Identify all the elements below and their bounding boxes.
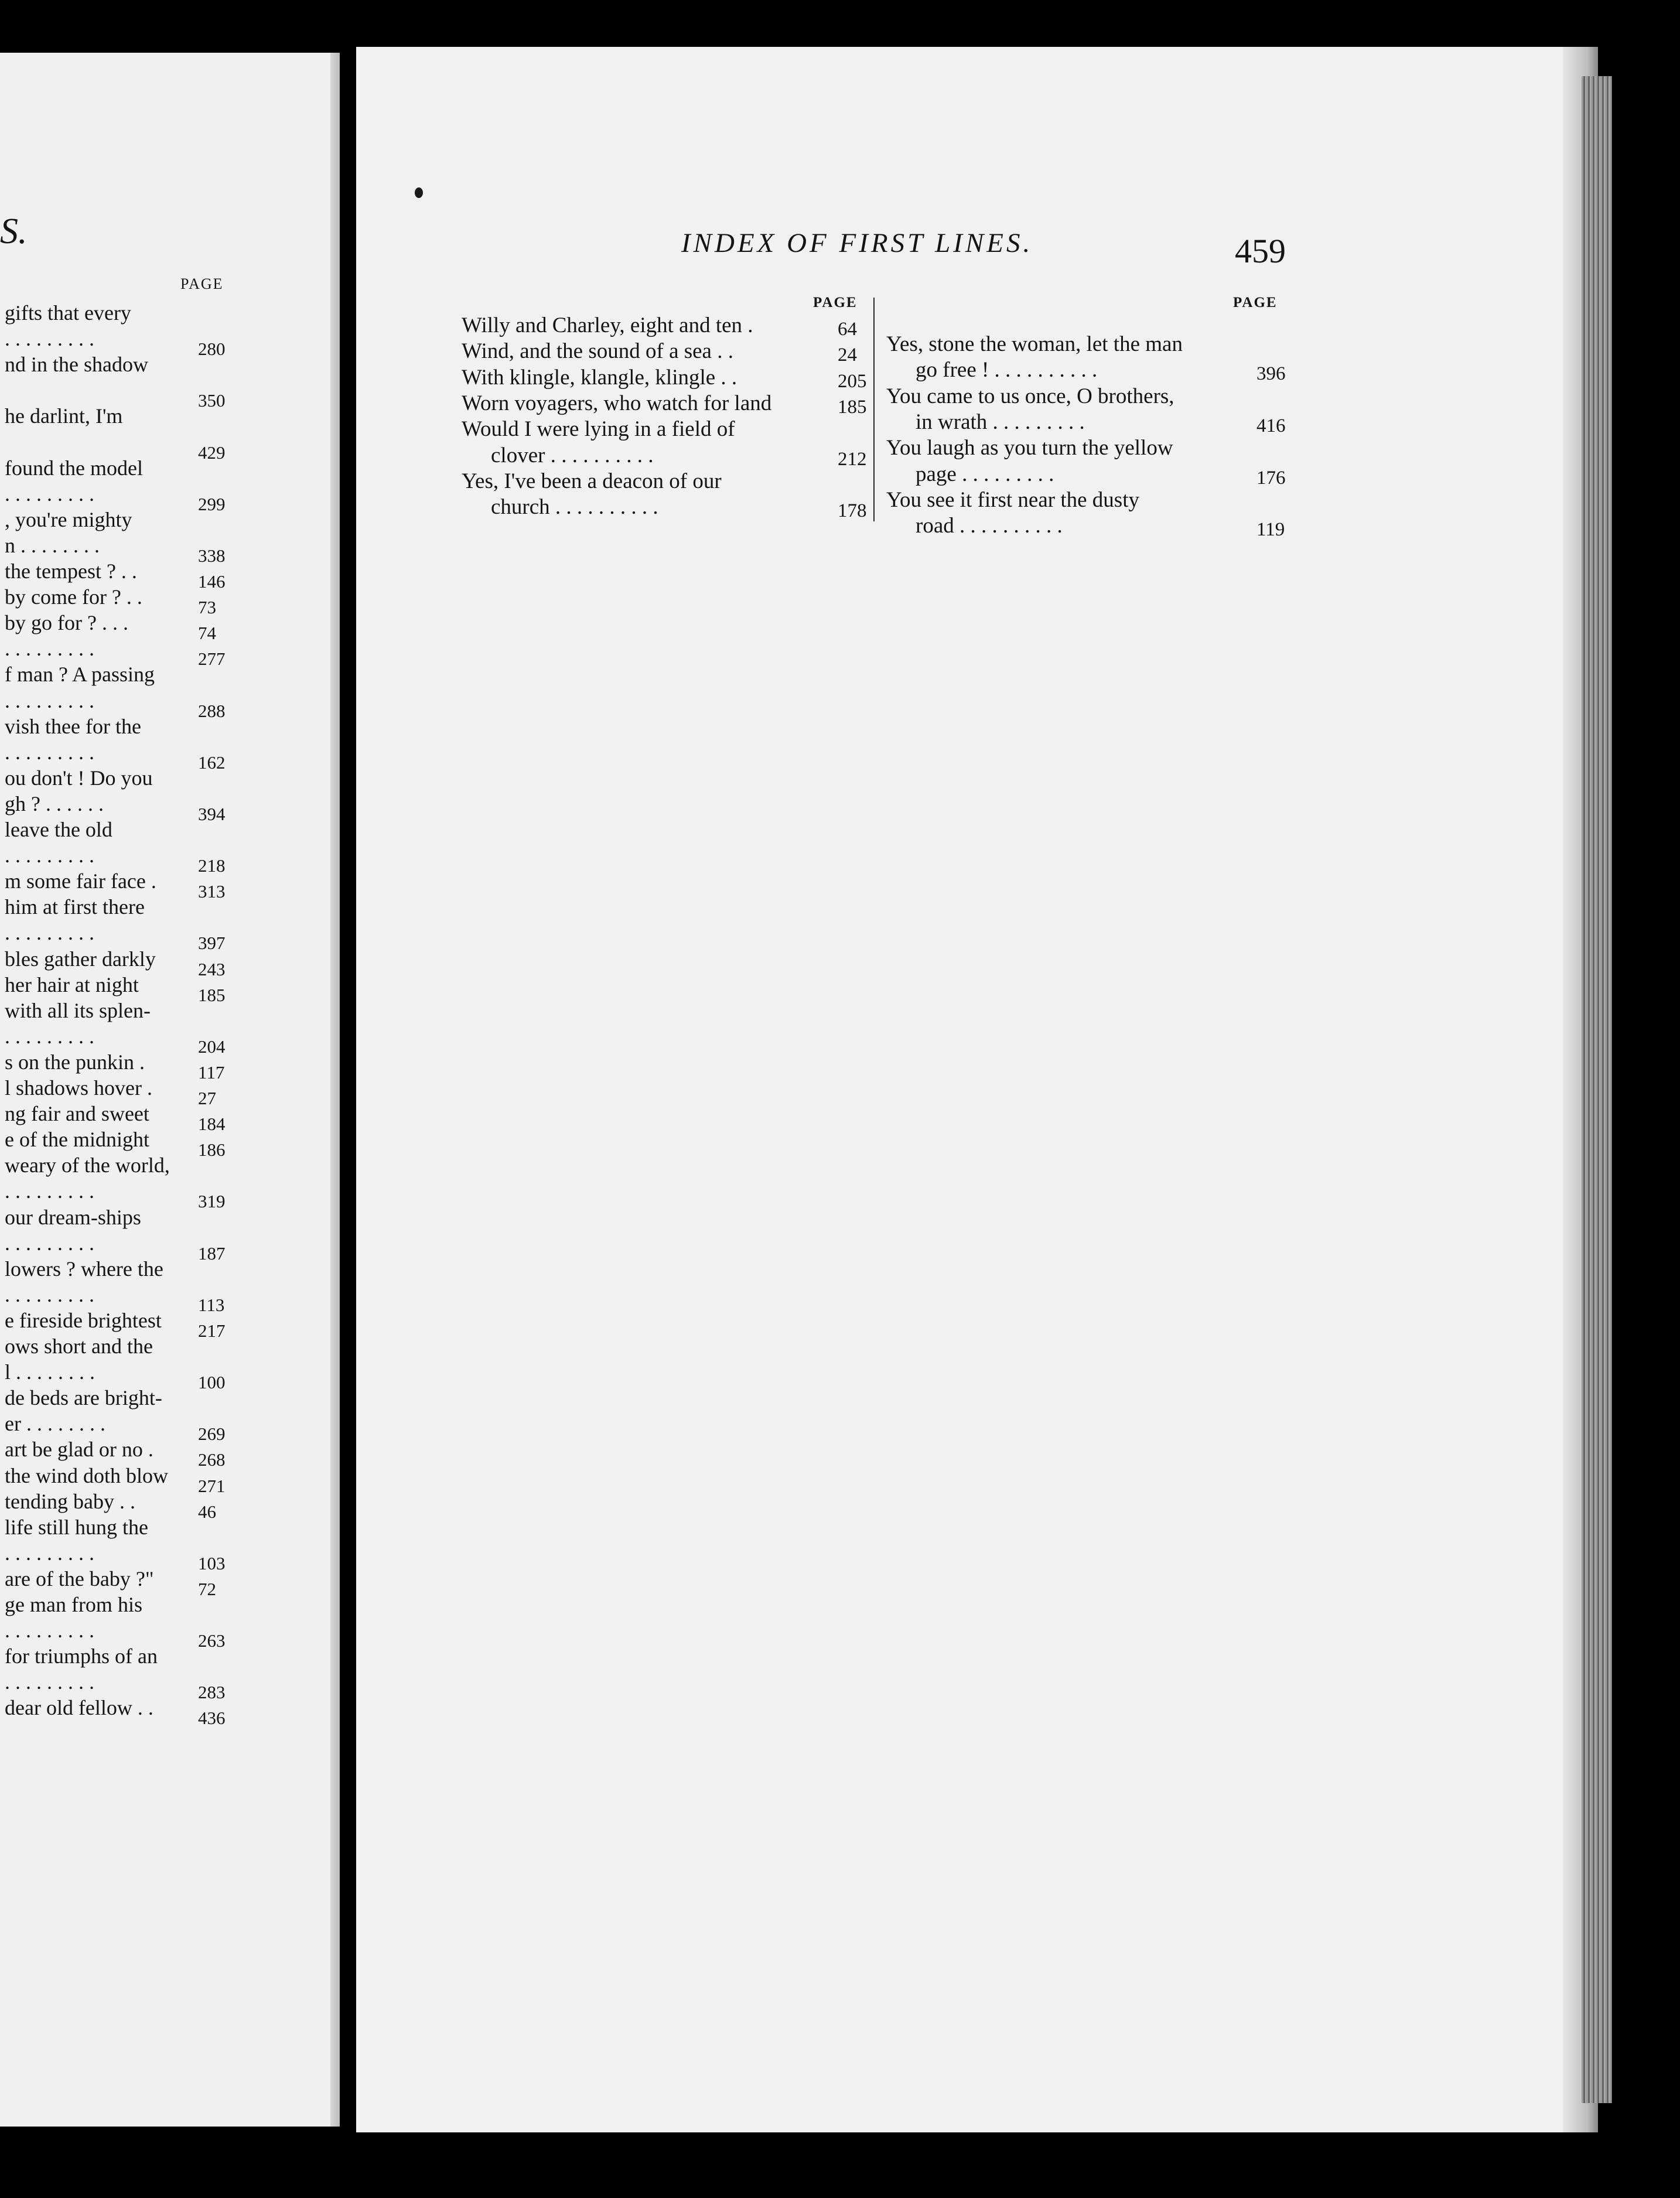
left-index-page-number: 277 xyxy=(198,649,226,670)
left-index-line-fragment: by go for ? . . . xyxy=(5,611,128,635)
left-index-page-number: 299 xyxy=(198,493,226,514)
left-index-line-fragment: ge man from his xyxy=(5,1593,142,1616)
left-index-line-fragment: gifts that every xyxy=(5,301,131,325)
left-index-line-fragment: found the model xyxy=(5,456,143,480)
left-index-line-fragment: er . . . . . . . . xyxy=(5,1412,105,1436)
left-index-line-fragment: . . . . . . . . . xyxy=(5,740,94,764)
ink-fleck xyxy=(415,187,423,198)
left-index-line-fragment: ou don't ! Do you xyxy=(5,766,153,790)
left-index-page-number: 429 xyxy=(198,442,226,463)
left-index-page-number: 436 xyxy=(198,1708,226,1729)
left-index-page-number: 263 xyxy=(198,1630,226,1651)
index-entry-line: church . . . . . . . . . . xyxy=(491,495,658,520)
left-page-column-header: PAGE xyxy=(180,275,224,292)
left-index-line-fragment: for triumphs of an xyxy=(5,1644,158,1668)
left-index-page-number: 269 xyxy=(198,1424,226,1445)
index-entry-page-number: 205 xyxy=(838,370,867,392)
left-index-line-fragment: art be glad or no . xyxy=(5,1438,153,1462)
left-index-line-fragment: dear old fellow . . xyxy=(5,1696,153,1720)
left-index-page-number: 217 xyxy=(198,1320,226,1341)
left-index-line-fragment: . . . . . . . . . xyxy=(5,1231,94,1255)
left-index-page-number: 184 xyxy=(198,1114,226,1135)
index-entry-line: Worn voyagers, who watch for land xyxy=(462,391,772,415)
book-fore-edge xyxy=(1582,76,1612,2103)
index-entry-line: Wind, and the sound of a sea . . xyxy=(462,339,733,364)
left-index-line-fragment: bles gather darkly xyxy=(5,947,156,971)
left-index-line-fragment: the wind doth blow xyxy=(5,1463,168,1487)
left-index-line-fragment: weary of the world, xyxy=(5,1153,170,1178)
left-index-line-fragment: . . . . . . . . . xyxy=(5,1541,94,1565)
left-index-line-fragment: life still hung the xyxy=(5,1515,148,1539)
left-index-line-fragment: l . . . . . . . . xyxy=(5,1360,95,1384)
index-entry-line: road . . . . . . . . . . xyxy=(916,514,1063,538)
left-index-page-number: 204 xyxy=(198,1036,226,1057)
index-entry-page-number: 119 xyxy=(1256,519,1285,541)
index-entry-line: page . . . . . . . . . xyxy=(916,462,1054,486)
left-index-page-number: 113 xyxy=(198,1294,225,1315)
running-title: INDEX OF FIRST LINES. xyxy=(681,228,1033,258)
left-index-page-number: 268 xyxy=(198,1449,226,1470)
left-index-page-number: 103 xyxy=(198,1552,226,1574)
left-page-heading-fragment: S. xyxy=(0,211,28,251)
left-index-line-fragment: m some fair face . xyxy=(5,869,156,893)
index-entry-line: Yes, stone the woman, let the man xyxy=(886,332,1183,356)
left-index-line-fragment: lowers ? where the xyxy=(5,1257,163,1281)
left-index-line-fragment: with all its splen- xyxy=(5,998,151,1022)
left-index-page-number: 73 xyxy=(198,597,216,618)
left-index-page-number: 117 xyxy=(198,1062,225,1083)
left-page xyxy=(0,53,340,2127)
left-index-line-fragment: ows short and the xyxy=(5,1334,153,1358)
left-index-page-number: 186 xyxy=(198,1139,226,1161)
left-index-line-fragment: nd in the shadow xyxy=(5,353,148,377)
left-index-line-fragment: ng fair and sweet xyxy=(5,1102,149,1126)
left-index-page-number: 74 xyxy=(198,623,216,644)
left-index-line-fragment: , you're mighty xyxy=(5,507,132,531)
left-index-line-fragment: our dream-ships xyxy=(5,1205,141,1229)
index-entry-page-number: 24 xyxy=(838,344,857,366)
index-entry-line: Willy and Charley, eight and ten . xyxy=(462,313,753,337)
index-entry-line: You laugh as you turn the yellow xyxy=(886,436,1173,460)
left-index-page-number: 397 xyxy=(198,933,226,954)
left-index-page-number: 72 xyxy=(198,1578,216,1599)
left-index-page-number: 243 xyxy=(198,958,226,979)
left-index-page-number: 218 xyxy=(198,855,226,876)
left-index-line-fragment: are of the baby ?" xyxy=(5,1566,154,1591)
index-entry-page-number: 416 xyxy=(1256,415,1286,436)
left-index-line-fragment: . . . . . . . . . xyxy=(5,1179,94,1203)
left-index-line-fragment: e fireside brightest xyxy=(5,1308,162,1332)
left-index-line-fragment: s on the punkin . xyxy=(5,1050,145,1074)
left-index-line-fragment: . . . . . . . . . xyxy=(5,1024,94,1048)
index-entry-line: Yes, I've been a deacon of our xyxy=(462,469,722,493)
index-entry-page-number: 178 xyxy=(838,500,867,522)
index-entry-page-number: 212 xyxy=(838,448,867,470)
index-entry-page-number: 185 xyxy=(838,396,867,418)
left-index-line-fragment: . . . . . . . . . xyxy=(5,921,94,945)
index-entry-line: You see it first near the dusty xyxy=(886,487,1139,512)
left-index-page-number: 100 xyxy=(198,1372,226,1393)
column-1-header: PAGE xyxy=(813,295,858,310)
left-index-line-fragment: f man ? A passing xyxy=(5,663,155,687)
left-index-page-number: 338 xyxy=(198,545,226,566)
left-index-line-fragment: . . . . . . . . . xyxy=(5,1282,94,1306)
left-index-line-fragment: tending baby . . xyxy=(5,1489,135,1513)
left-index-page-number: 46 xyxy=(198,1501,216,1522)
left-index-page-number: 271 xyxy=(198,1475,226,1496)
left-index-line-fragment: leave the old xyxy=(5,818,112,841)
left-index-page-number: 162 xyxy=(198,752,226,773)
left-index-page-number: 283 xyxy=(198,1682,226,1703)
left-index-line-fragment: by come for ? . . xyxy=(5,585,142,609)
right-page xyxy=(356,47,1598,2132)
index-entry-line: go free ! . . . . . . . . . . xyxy=(916,358,1098,383)
left-index-page-number: 280 xyxy=(198,339,226,360)
left-index-line-fragment: n . . . . . . . . xyxy=(5,533,100,557)
left-index-line-fragment: . . . . . . . . . xyxy=(5,1670,94,1694)
index-entry-page-number: 64 xyxy=(838,319,857,340)
index-entry-line: in wrath . . . . . . . . . xyxy=(916,409,1085,434)
left-index-line-fragment: gh ? . . . . . . xyxy=(5,791,104,815)
index-entry-line: clover . . . . . . . . . . xyxy=(491,443,654,467)
left-index-line-fragment: . . . . . . . . . xyxy=(5,1619,94,1643)
index-entry-page-number: 176 xyxy=(1256,467,1286,489)
left-index-page-number: 187 xyxy=(198,1243,226,1264)
left-index-line-fragment: vish thee for the xyxy=(5,714,141,738)
page-number: 459 xyxy=(1235,232,1286,270)
column-divider xyxy=(873,298,875,521)
left-index-page-number: 27 xyxy=(198,1088,216,1108)
left-index-page-number: 394 xyxy=(198,803,226,824)
left-index-line-fragment: her hair at night xyxy=(5,972,139,996)
column-2-header: PAGE xyxy=(1233,295,1278,310)
left-index-line-fragment: l shadows hover . xyxy=(5,1076,152,1100)
index-entry-line: You came to us once, O brothers, xyxy=(886,384,1174,408)
left-index-page-number: 288 xyxy=(198,700,226,721)
index-entry-line: With klingle, klangle, klingle . . xyxy=(462,365,737,390)
left-index-line-fragment: the tempest ? . . xyxy=(5,559,137,583)
left-index-page-number: 313 xyxy=(198,881,226,902)
left-index-line-fragment: . . . . . . . . . xyxy=(5,844,94,868)
left-index-line-fragment: e of the midnight xyxy=(5,1128,149,1152)
left-index-line-fragment: de beds are bright- xyxy=(5,1386,162,1410)
index-entry-line: Would I were lying in a field of xyxy=(462,417,735,442)
left-index-page-number: 185 xyxy=(198,984,226,1005)
left-index-page-number: 146 xyxy=(198,571,226,592)
left-index-line-fragment: . . . . . . . . . xyxy=(5,637,94,661)
left-index-page-number: 319 xyxy=(198,1191,226,1212)
left-index-line-fragment: him at first there xyxy=(5,895,145,919)
left-index-page-number: 350 xyxy=(198,390,226,411)
left-index-line-fragment: . . . . . . . . . xyxy=(5,482,94,506)
index-entry-page-number: 396 xyxy=(1256,363,1286,385)
left-index-line-fragment: . . . . . . . . . xyxy=(5,327,94,351)
left-index-line-fragment: he darlint, I'm xyxy=(5,404,123,428)
left-index-line-fragment: . . . . . . . . . xyxy=(5,688,94,712)
left-page-gutter-shadow xyxy=(330,53,340,2127)
